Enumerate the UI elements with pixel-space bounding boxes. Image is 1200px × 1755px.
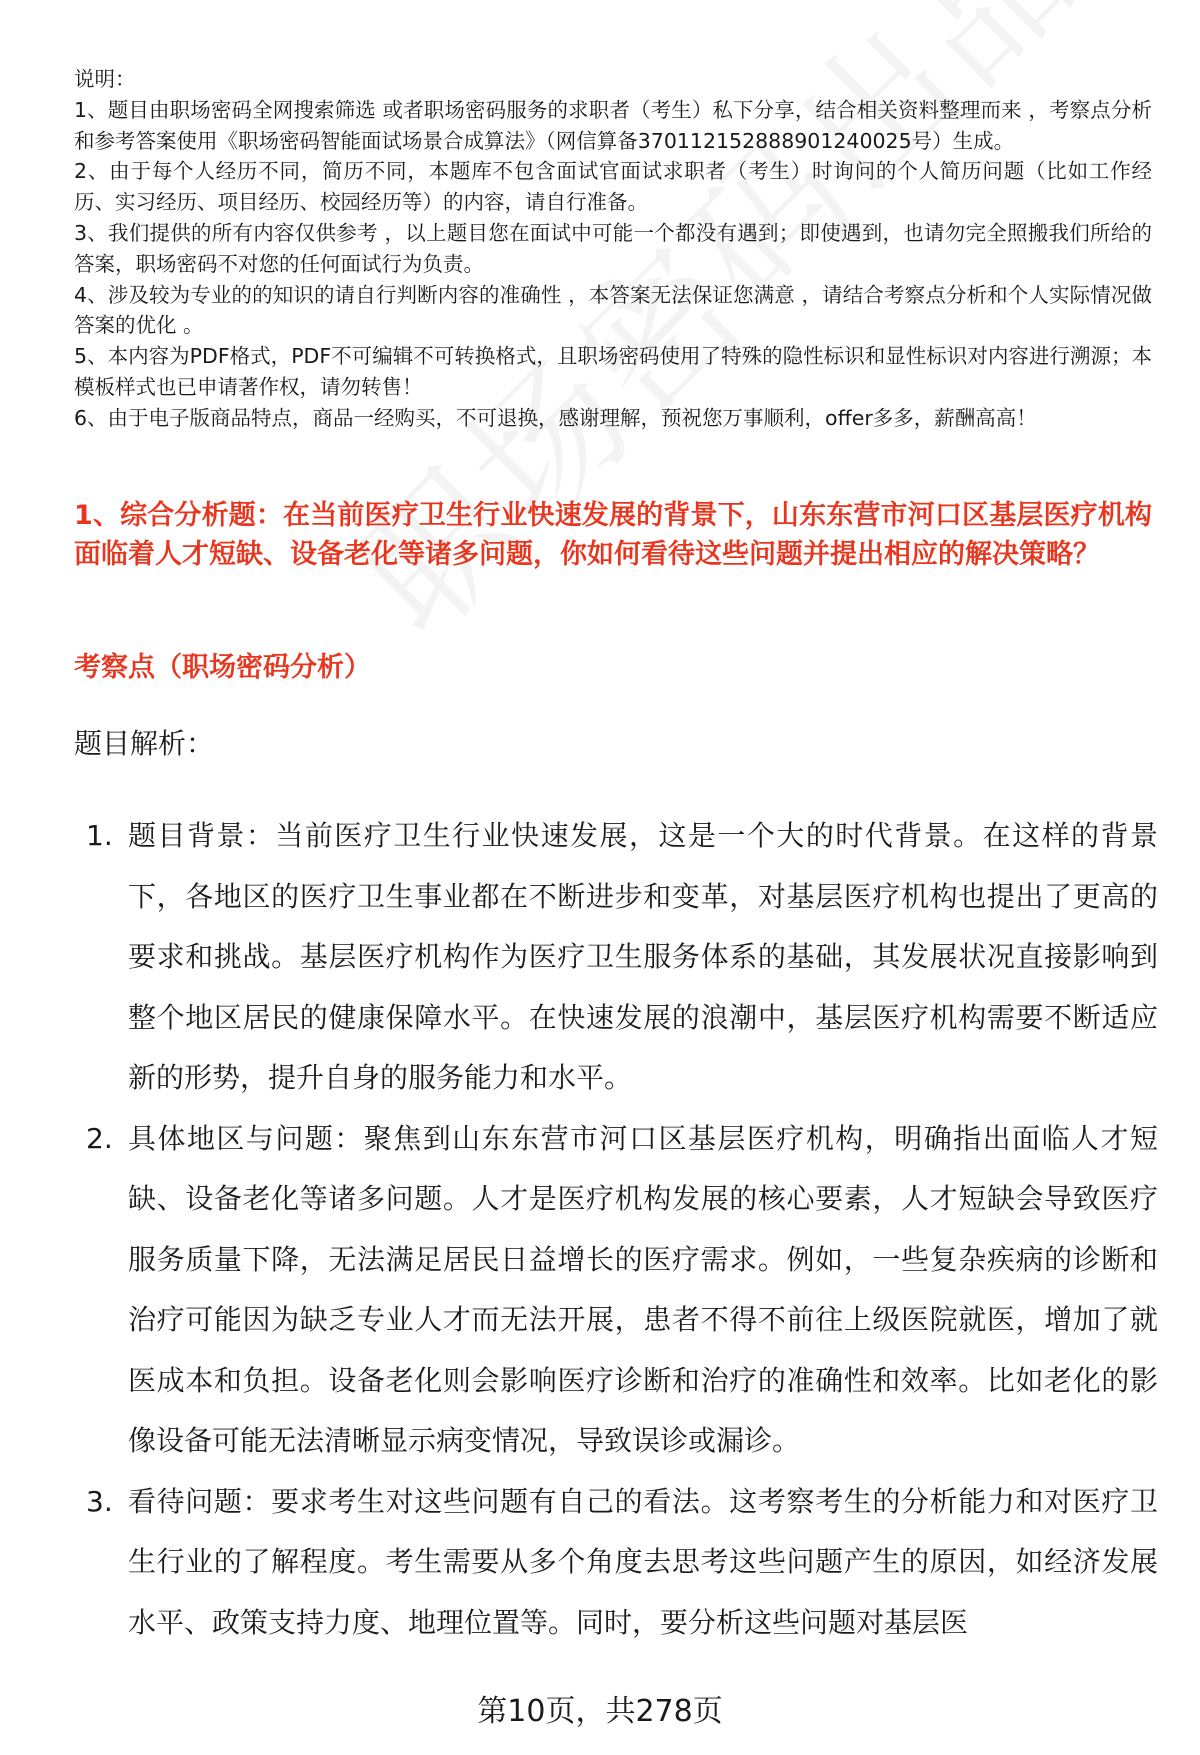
notes-item: 1、题目由职场密码全网搜索筛选 或者职场密码服务的求职者（考生）私下分享，结合相关资料整理而来 ，考察点分析和参考答案使用《职场密码智能面试场景合成算法》（网信算备370112152888901240025号）生成。 (74, 97, 1152, 153)
item-number: 3. (86, 1484, 113, 1518)
analysis-item (74, 1472, 1158, 1654)
notes-item: 5、本内容为PDF格式，PDF不可编辑不可转换格式，且职场密码使用了特殊的隐性标识和显性标识对内容进行溯源；本模板样式也已申请著作权，请勿转售！ (74, 344, 1152, 399)
disclaimer-notes (74, 64, 1152, 434)
analysis-item (74, 806, 1158, 1109)
section-heading: 考察点（职场密码分析） (74, 652, 371, 683)
analysis-list (74, 806, 1158, 1653)
notes-item: 4、涉及较为专业的的知识的请自行判断内容的准确性 ，本答案无法保证您满意 ，请结合考察点分析和个人实际情况做答案的优化 。 (74, 282, 1152, 338)
item-number: 2. (86, 1121, 113, 1155)
item-number: 1. (86, 819, 113, 852)
analysis-item (74, 1109, 1158, 1472)
page-number: 第10页，共278页 (477, 1694, 723, 1729)
notes-item: 3、我们提供的所有内容仅供参考 ，以上题目您在面试中可能一个都没有遇到；即使遇到，也请勿完全照搬我们所给的答案，职场密码不对您的任何面试行为负责。 (74, 220, 1152, 276)
item-text: 看待问题：要求考生对这些问题有自己的看法。这考察考生的分析能力和对医疗卫生行业的了解程度。考生需要从多个角度去思考这些问题产生的原因，如经济发展水平、政策支持力度、地理位置等。同时，要分析这些问题对基层医 (128, 1484, 1158, 1639)
notes-item: 6、由于电子版商品特点，商品一经购买，不可退换，感谢理解，预祝您万事顺利，offer多多，薪酬高高！ (74, 405, 1037, 430)
notes-heading: 说明： (74, 67, 136, 91)
notes-item: 2、由于每个人经历不同，简历不同，本题库不包含面试官面试求职者（考生）时询问的个人简历问题（比如工作经历、实习经历、项目经历、校园经历等）的内容，请自行准备。 (74, 159, 1152, 215)
sub-heading: 题目解析： (74, 727, 215, 760)
item-text: 具体地区与问题：聚焦到山东东营市河口区基层医疗机构，明确指出面临人才短缺、设备老化等诸多问题。人才是医疗机构发展的核心要素，人才短缺会导致医疗服务质量下降，无法满足居民日益增长的医疗需求。例如，一些复杂疾病的诊断和治疗可能因为缺乏专业人才而无法开展，患者不得不前往上级医院就医，增加了就医成本和负担。设备老化则会影响医疗诊断和治疗的准确性和效率。比如老化的影像设备可能无法清晰显示病变情况，导致误诊或漏诊。 (128, 1121, 1158, 1457)
question-title: 1、综合分析题：在当前医疗卫生行业快速发展的背景下，山东东营市河口区基层医疗机构面临着人才短缺、设备老化等诸多问题，你如何看待这些问题并提出相应的解决策略？ (74, 500, 1152, 570)
item-text: 题目背景：当前医疗卫生行业快速发展，这是一个大的时代背景。在这样的背景下，各地区的医疗卫生事业都在不断进步和变革，对基层医疗机构也提出了更高的要求和挑战。基层医疗机构作为医疗卫生服务体系的基础，其发展状况直接影响到整个地区居民的健康保障水平。在快速发展的浪潮中，基层医疗机构需要不断适应新的形势，提升自身的服务能力和水平。 (128, 819, 1158, 1094)
